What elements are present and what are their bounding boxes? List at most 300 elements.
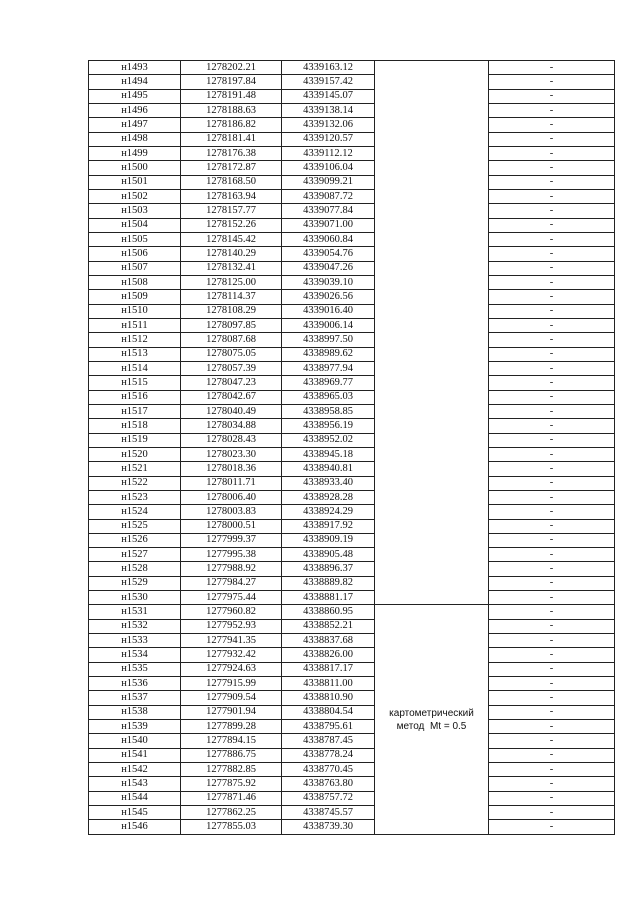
x-coordinate-cell: 1278132.41 [181, 261, 282, 275]
table-row [89, 705, 615, 719]
table-row [89, 576, 615, 590]
table-row [89, 677, 615, 691]
point-id-cell: н1502 [89, 189, 181, 203]
x-coordinate-cell: 1277932.42 [181, 648, 282, 662]
x-coordinate-cell: 1278163.94 [181, 189, 282, 203]
point-id-cell: н1523 [89, 490, 181, 504]
y-coordinate-cell: 4339060.84 [282, 232, 375, 246]
y-coordinate-cell: 4338997.50 [282, 333, 375, 347]
y-coordinate-cell: 4338896.37 [282, 562, 375, 576]
point-id-cell: н1517 [89, 404, 181, 418]
point-id-cell: н1493 [89, 61, 181, 75]
description-cell: - [489, 390, 615, 404]
y-coordinate-cell: 4338965.03 [282, 390, 375, 404]
table-row [89, 447, 615, 461]
table-row [89, 748, 615, 762]
method-cell-empty [375, 132, 489, 146]
x-coordinate-cell: 1277901.94 [181, 705, 282, 719]
point-id-cell: н1496 [89, 103, 181, 117]
method-cell-empty [375, 519, 489, 533]
x-coordinate-cell: 1277899.28 [181, 720, 282, 734]
description-cell: - [489, 619, 615, 633]
description-cell: - [489, 261, 615, 275]
description-cell: - [489, 591, 615, 605]
table-row [89, 777, 615, 791]
description-cell: - [489, 519, 615, 533]
description-cell: - [489, 118, 615, 132]
description-cell: - [489, 433, 615, 447]
x-coordinate-cell: 1278197.84 [181, 75, 282, 89]
table-row [89, 533, 615, 547]
method-cell-empty [375, 175, 489, 189]
table-row [89, 304, 615, 318]
x-coordinate-cell: 1278108.29 [181, 304, 282, 318]
y-coordinate-cell: 4339099.21 [282, 175, 375, 189]
method-cell-empty [375, 390, 489, 404]
point-id-cell: н1511 [89, 318, 181, 332]
x-coordinate-cell: 1278145.42 [181, 232, 282, 246]
table-row [89, 89, 615, 103]
point-id-cell: н1524 [89, 505, 181, 519]
y-coordinate-cell: 4338810.90 [282, 691, 375, 705]
y-coordinate-cell: 4338928.28 [282, 490, 375, 504]
method-cell-empty [375, 347, 489, 361]
method-cell-empty [375, 218, 489, 232]
x-coordinate-cell: 1278188.63 [181, 103, 282, 117]
y-coordinate-cell: 4338889.82 [282, 576, 375, 590]
description-cell: - [489, 275, 615, 289]
description-cell: - [489, 548, 615, 562]
table-row [89, 791, 615, 805]
point-id-cell: н1507 [89, 261, 181, 275]
x-coordinate-cell: 1278125.00 [181, 275, 282, 289]
y-coordinate-cell: 4338989.62 [282, 347, 375, 361]
method-cell-empty [375, 232, 489, 246]
table-row [89, 433, 615, 447]
point-id-cell: н1518 [89, 419, 181, 433]
point-id-cell: н1528 [89, 562, 181, 576]
y-coordinate-cell: 4338924.29 [282, 505, 375, 519]
table-row [89, 347, 615, 361]
y-coordinate-cell: 4339039.10 [282, 275, 375, 289]
x-coordinate-cell: 1278006.40 [181, 490, 282, 504]
description-cell: - [489, 791, 615, 805]
y-coordinate-cell: 4339163.12 [282, 61, 375, 75]
point-id-cell: н1498 [89, 132, 181, 146]
table-row [89, 562, 615, 576]
table-row [89, 376, 615, 390]
x-coordinate-cell: 1278191.48 [181, 89, 282, 103]
point-id-cell: н1495 [89, 89, 181, 103]
point-id-cell: н1503 [89, 204, 181, 218]
method-cell-empty [375, 361, 489, 375]
description-cell: - [489, 634, 615, 648]
y-coordinate-cell: 4338837.68 [282, 634, 375, 648]
y-coordinate-cell: 4338977.94 [282, 361, 375, 375]
point-id-cell: н1499 [89, 146, 181, 160]
description-cell: - [489, 247, 615, 261]
x-coordinate-cell: 1277941.35 [181, 634, 282, 648]
description-cell: - [489, 648, 615, 662]
point-id-cell: н1541 [89, 748, 181, 762]
method-cell-empty [375, 376, 489, 390]
table-row [89, 204, 615, 218]
description-cell: - [489, 376, 615, 390]
x-coordinate-cell: 1278181.41 [181, 132, 282, 146]
table-row [89, 806, 615, 820]
y-coordinate-cell: 4339054.76 [282, 247, 375, 261]
y-coordinate-cell: 4338826.00 [282, 648, 375, 662]
y-coordinate-cell: 4338933.40 [282, 476, 375, 490]
method-cell-empty [375, 548, 489, 562]
x-coordinate-cell: 1277960.82 [181, 605, 282, 619]
description-cell: - [489, 189, 615, 203]
x-coordinate-cell: 1277882.85 [181, 763, 282, 777]
x-coordinate-cell: 1278040.49 [181, 404, 282, 418]
y-coordinate-cell: 4338811.00 [282, 677, 375, 691]
y-coordinate-cell: 4338952.02 [282, 433, 375, 447]
y-coordinate-cell: 4338770.45 [282, 763, 375, 777]
table-row [89, 662, 615, 676]
table-row [89, 476, 615, 490]
x-coordinate-cell: 1277875.92 [181, 777, 282, 791]
table-row [89, 275, 615, 289]
coordinates-table-body [89, 61, 615, 835]
y-coordinate-cell: 4338745.57 [282, 806, 375, 820]
method-cell-empty [375, 562, 489, 576]
y-coordinate-cell: 4338763.80 [282, 777, 375, 791]
table-row [89, 720, 615, 734]
y-coordinate-cell: 4338956.19 [282, 419, 375, 433]
table-row [89, 218, 615, 232]
x-coordinate-cell: 1278047.23 [181, 376, 282, 390]
point-id-cell: н1542 [89, 763, 181, 777]
description-cell: - [489, 103, 615, 117]
table-row [89, 619, 615, 633]
table-row [89, 519, 615, 533]
table-row [89, 634, 615, 648]
point-id-cell: н1532 [89, 619, 181, 633]
table-row [89, 333, 615, 347]
table-row [89, 232, 615, 246]
y-coordinate-cell: 4339157.42 [282, 75, 375, 89]
y-coordinate-cell: 4338787.45 [282, 734, 375, 748]
x-coordinate-cell: 1277909.54 [181, 691, 282, 705]
method-cell-empty [375, 462, 489, 476]
point-id-cell: н1533 [89, 634, 181, 648]
x-coordinate-cell: 1278176.38 [181, 146, 282, 160]
method-cell-empty [375, 103, 489, 117]
method-cell-empty [375, 505, 489, 519]
description-cell: - [489, 89, 615, 103]
method-cell-empty [375, 490, 489, 504]
point-id-cell: н1527 [89, 548, 181, 562]
table-row [89, 361, 615, 375]
x-coordinate-cell: 1277855.03 [181, 820, 282, 834]
y-coordinate-cell: 4339145.07 [282, 89, 375, 103]
y-coordinate-cell: 4339120.57 [282, 132, 375, 146]
y-coordinate-cell: 4338881.17 [282, 591, 375, 605]
description-cell: - [489, 218, 615, 232]
method-cell-empty [375, 161, 489, 175]
description-cell: - [489, 290, 615, 304]
point-id-cell: н1530 [89, 591, 181, 605]
table-row [89, 490, 615, 504]
coordinates-table [88, 60, 615, 835]
point-id-cell: н1538 [89, 705, 181, 719]
point-id-cell: н1501 [89, 175, 181, 189]
point-id-cell: н1520 [89, 447, 181, 461]
x-coordinate-cell: 1277999.37 [181, 533, 282, 547]
description-cell: - [489, 605, 615, 619]
x-coordinate-cell: 1277915.99 [181, 677, 282, 691]
table-row [89, 75, 615, 89]
y-coordinate-cell: 4338852.21 [282, 619, 375, 633]
x-coordinate-cell: 1277984.27 [181, 576, 282, 590]
y-coordinate-cell: 4338945.18 [282, 447, 375, 461]
method-cell-empty [375, 576, 489, 590]
x-coordinate-cell: 1278057.39 [181, 361, 282, 375]
method-cell-empty [375, 333, 489, 347]
table-row [89, 591, 615, 605]
description-cell: - [489, 677, 615, 691]
y-coordinate-cell: 4339026.56 [282, 290, 375, 304]
x-coordinate-cell: 1278034.88 [181, 419, 282, 433]
x-coordinate-cell: 1278202.21 [181, 61, 282, 75]
x-coordinate-cell: 1278097.85 [181, 318, 282, 332]
table-row [89, 247, 615, 261]
point-id-cell: н1505 [89, 232, 181, 246]
table-row [89, 505, 615, 519]
point-id-cell: н1515 [89, 376, 181, 390]
y-coordinate-cell: 4339112.12 [282, 146, 375, 160]
description-cell: - [489, 75, 615, 89]
point-id-cell: н1522 [89, 476, 181, 490]
y-coordinate-cell: 4339087.72 [282, 189, 375, 203]
method-cell-empty [375, 189, 489, 203]
method-cell-empty [375, 476, 489, 490]
table-row [89, 175, 615, 189]
method-cell-empty [375, 61, 489, 75]
y-coordinate-cell: 4338757.72 [282, 791, 375, 805]
x-coordinate-cell: 1278042.67 [181, 390, 282, 404]
method-cell-empty [375, 247, 489, 261]
description-cell: - [489, 806, 615, 820]
point-id-cell: н1525 [89, 519, 181, 533]
description-cell: - [489, 734, 615, 748]
point-id-cell: н1521 [89, 462, 181, 476]
method-cell-empty [375, 404, 489, 418]
table-row [89, 61, 615, 75]
method-cell-empty [375, 290, 489, 304]
table-row [89, 763, 615, 777]
method-cell-empty [375, 304, 489, 318]
method-cell-empty [375, 533, 489, 547]
description-cell: - [489, 576, 615, 590]
description-cell: - [489, 419, 615, 433]
y-coordinate-cell: 4339047.26 [282, 261, 375, 275]
table-row [89, 103, 615, 117]
method-cell-empty [375, 118, 489, 132]
x-coordinate-cell: 1278087.68 [181, 333, 282, 347]
x-coordinate-cell: 1277871.46 [181, 791, 282, 805]
description-cell: - [489, 447, 615, 461]
method-cell-empty [375, 433, 489, 447]
y-coordinate-cell: 4338905.48 [282, 548, 375, 562]
y-coordinate-cell: 4338958.85 [282, 404, 375, 418]
description-cell: - [489, 161, 615, 175]
y-coordinate-cell: 4338940.81 [282, 462, 375, 476]
x-coordinate-cell: 1278000.51 [181, 519, 282, 533]
y-coordinate-cell: 4339006.14 [282, 318, 375, 332]
y-coordinate-cell: 4338909.19 [282, 533, 375, 547]
x-coordinate-cell: 1278168.50 [181, 175, 282, 189]
table-row [89, 132, 615, 146]
point-id-cell: н1497 [89, 118, 181, 132]
y-coordinate-cell: 4339077.84 [282, 204, 375, 218]
x-coordinate-cell: 1278172.87 [181, 161, 282, 175]
y-coordinate-cell: 4339138.14 [282, 103, 375, 117]
description-cell: - [489, 763, 615, 777]
description-cell: - [489, 748, 615, 762]
description-cell: - [489, 476, 615, 490]
table-row [89, 404, 615, 418]
method-accuracy: метод Mt = 0.5 [396, 720, 467, 732]
description-cell: - [489, 490, 615, 504]
x-coordinate-cell: 1278157.77 [181, 204, 282, 218]
description-cell: - [489, 204, 615, 218]
method-cell-empty [375, 447, 489, 461]
description-cell: - [489, 304, 615, 318]
table-row [89, 605, 615, 619]
y-coordinate-cell: 4339016.40 [282, 304, 375, 318]
description-cell: - [489, 175, 615, 189]
point-id-cell: н1500 [89, 161, 181, 175]
description-cell: - [489, 333, 615, 347]
point-id-cell: н1510 [89, 304, 181, 318]
table-row [89, 419, 615, 433]
description-cell: - [489, 132, 615, 146]
point-id-cell: н1519 [89, 433, 181, 447]
point-id-cell: н1543 [89, 777, 181, 791]
table-row [89, 462, 615, 476]
description-cell: - [489, 691, 615, 705]
method-cell-empty [375, 261, 489, 275]
x-coordinate-cell: 1278140.29 [181, 247, 282, 261]
y-coordinate-cell: 4338817.17 [282, 662, 375, 676]
description-cell: - [489, 404, 615, 418]
table-row [89, 189, 615, 203]
description-cell: - [489, 505, 615, 519]
method-cell-empty [375, 275, 489, 289]
description-cell: - [489, 562, 615, 576]
x-coordinate-cell: 1278028.43 [181, 433, 282, 447]
method-cell-empty [375, 146, 489, 160]
table-row [89, 691, 615, 705]
point-id-cell: н1535 [89, 662, 181, 676]
x-coordinate-cell: 1278011.71 [181, 476, 282, 490]
description-cell: - [489, 232, 615, 246]
table-row [89, 318, 615, 332]
x-coordinate-cell: 1277975.44 [181, 591, 282, 605]
x-coordinate-cell: 1277886.75 [181, 748, 282, 762]
point-id-cell: н1513 [89, 347, 181, 361]
table-row [89, 146, 615, 160]
x-coordinate-cell: 1277924.63 [181, 662, 282, 676]
description-cell: - [489, 361, 615, 375]
x-coordinate-cell: 1277862.25 [181, 806, 282, 820]
point-id-cell: н1536 [89, 677, 181, 691]
method-cell-empty [375, 419, 489, 433]
x-coordinate-cell: 1278003.83 [181, 505, 282, 519]
point-id-cell: н1506 [89, 247, 181, 261]
x-coordinate-cell: 1278018.36 [181, 462, 282, 476]
point-id-cell: н1540 [89, 734, 181, 748]
y-coordinate-cell: 4338795.61 [282, 720, 375, 734]
description-cell: - [489, 820, 615, 834]
x-coordinate-cell: 1278152.26 [181, 218, 282, 232]
method-cell-empty [375, 75, 489, 89]
description-cell: - [489, 777, 615, 791]
y-coordinate-cell: 4338917.92 [282, 519, 375, 533]
x-coordinate-cell: 1277952.93 [181, 619, 282, 633]
x-coordinate-cell: 1278023.30 [181, 447, 282, 461]
y-coordinate-cell: 4338860.95 [282, 605, 375, 619]
table-row [89, 390, 615, 404]
table-row [89, 648, 615, 662]
point-id-cell: н1544 [89, 791, 181, 805]
table-row [89, 290, 615, 304]
x-coordinate-cell: 1278075.05 [181, 347, 282, 361]
point-id-cell: н1508 [89, 275, 181, 289]
method-cell-empty [375, 204, 489, 218]
table-row [89, 548, 615, 562]
point-id-cell: н1539 [89, 720, 181, 734]
y-coordinate-cell: 4339071.00 [282, 218, 375, 232]
method-cell-empty [375, 591, 489, 605]
table-row [89, 118, 615, 132]
x-coordinate-cell: 1278114.37 [181, 290, 282, 304]
point-id-cell: н1509 [89, 290, 181, 304]
y-coordinate-cell: 4339132.06 [282, 118, 375, 132]
description-cell: - [489, 347, 615, 361]
description-cell: - [489, 462, 615, 476]
point-id-cell: н1537 [89, 691, 181, 705]
point-id-cell: н1546 [89, 820, 181, 834]
point-id-cell: н1494 [89, 75, 181, 89]
table-row [89, 161, 615, 175]
y-coordinate-cell: 4338739.30 [282, 820, 375, 834]
point-id-cell: н1516 [89, 390, 181, 404]
description-cell: - [489, 705, 615, 719]
y-coordinate-cell: 4338778.24 [282, 748, 375, 762]
point-id-cell: н1504 [89, 218, 181, 232]
y-coordinate-cell: 4339106.04 [282, 161, 375, 175]
description-cell: - [489, 720, 615, 734]
point-id-cell: н1531 [89, 605, 181, 619]
table-row [89, 820, 615, 834]
method-name: картометрический [389, 707, 474, 719]
point-id-cell: н1529 [89, 576, 181, 590]
x-coordinate-cell: 1278186.82 [181, 118, 282, 132]
point-id-cell: н1534 [89, 648, 181, 662]
point-id-cell: н1512 [89, 333, 181, 347]
point-id-cell: н1526 [89, 533, 181, 547]
x-coordinate-cell: 1277894.15 [181, 734, 282, 748]
method-cell-empty [375, 89, 489, 103]
y-coordinate-cell: 4338804.54 [282, 705, 375, 719]
description-cell: - [489, 318, 615, 332]
